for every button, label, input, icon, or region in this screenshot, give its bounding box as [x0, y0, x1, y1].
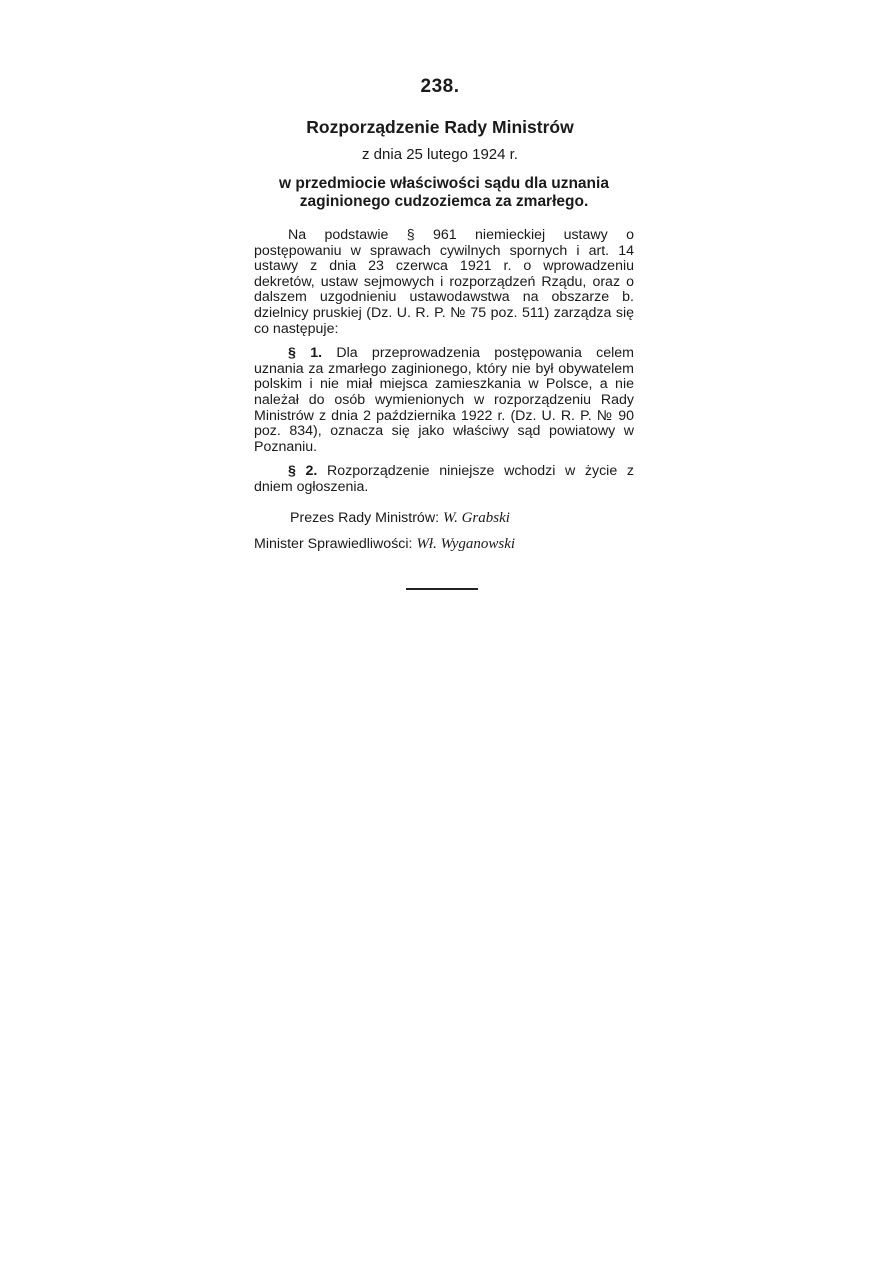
section-2-label: § 2. — [288, 463, 318, 480]
signature-role: Prezes Rady Ministrów: — [290, 510, 440, 526]
section-1-text: Dla przeprowadzenia postępowania celem uznania za zmarłego zaginionego, który nie był obywatelem polskim i nie miał miejsca zamieszkania w Polsce, a nie należał do osób wymienionych w rozporządzeniu Rady Ministrów z dnia 2 października 1922 r. (Dz. U. R. P. № 90 poz. 834), oznacza się jako właściwy sąd powiatowy w Poznaniu. — [254, 345, 634, 455]
document-date: z dnia 25 lutego 1924 r. — [362, 146, 518, 163]
signature-justice-minister — [254, 536, 515, 553]
document-number: 238. — [420, 76, 460, 97]
section-1-label: § 1. — [288, 345, 323, 362]
document-title: Rozporządzenie Rady Ministrów — [306, 117, 574, 137]
document-subject: w przedmiocie właściwości sądu dla uznania zaginionego cudzoziemca za zmarłego. — [279, 175, 609, 210]
section-2-text: Rozporządzenie niniejsze wchodzi w życie z dniem ogłoszenia. — [254, 463, 634, 495]
section-2 — [254, 464, 634, 495]
preamble: Na podstawie § 961 niemieckiej ustawy o postępowaniu w sprawach cywilnych spornych i art. 14 ustawy z dnia 23 czerwca 1921 r. o wprowadzeniu dekretów, ustaw sejmowych i rozporządzeń Rządu, oraz o dalszem uzgodnieniu ustawodawstwa na obszarze b. dzielnicy pruskiej (Dz. U. R. P. № 75 poz. 511) zarządza się co następuje: — [254, 227, 634, 337]
signature-prime-minister — [290, 510, 510, 527]
section-1 — [254, 346, 634, 455]
signature-role: Minister Sprawiedliwości: — [254, 536, 413, 552]
signature-name: Wł. Wyganowski — [416, 536, 516, 552]
document-body — [254, 228, 634, 505]
closing-rule — [406, 588, 478, 590]
signature-name: W. Grabski — [442, 510, 510, 526]
